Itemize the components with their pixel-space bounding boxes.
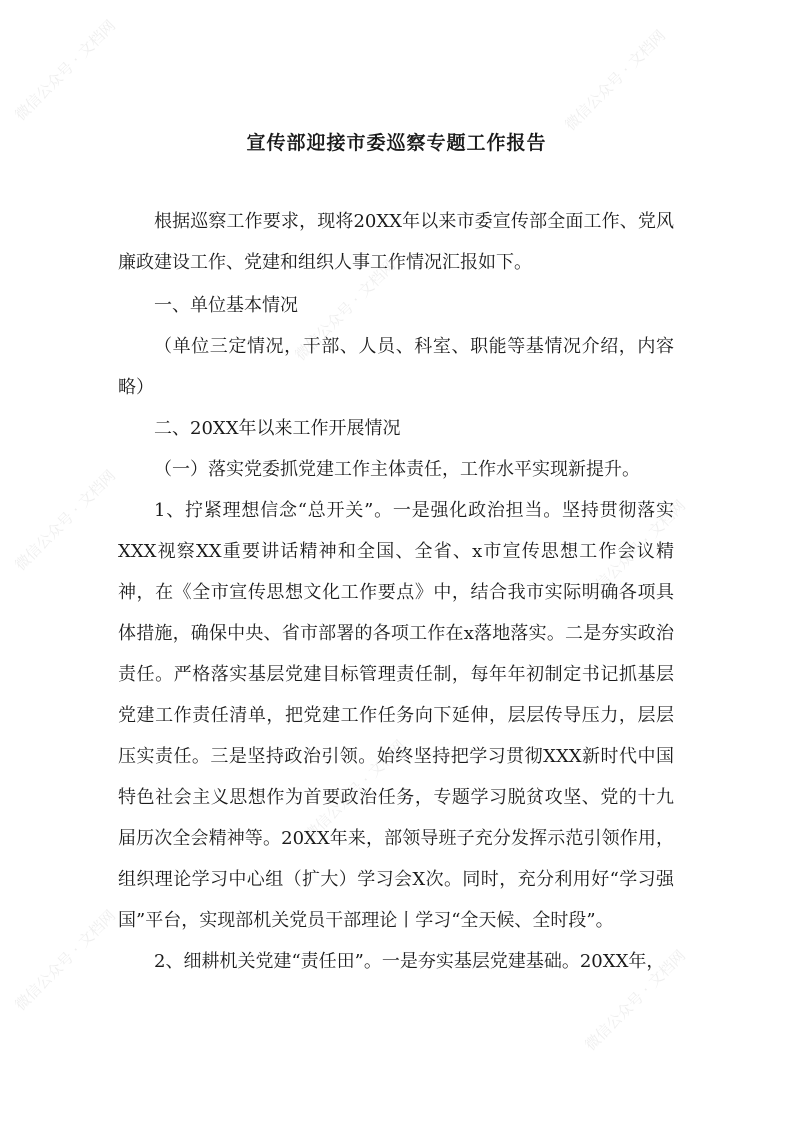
section-heading-2: 二、20XX年以来工作开展情况 <box>154 418 401 439</box>
watermark: 微信公众号 · 文档网 <box>11 466 120 575</box>
section-heading-1: 一、单位基本情况 <box>154 295 298 316</box>
watermark: 微信公众号 · 文档网 <box>291 256 400 365</box>
watermark: 微信公众号 · 文档网 <box>581 946 690 1055</box>
watermark: 微信公众号 · 文档网 <box>11 16 120 125</box>
watermark: 微信公众号 · 文档网 <box>561 26 670 135</box>
watermark: 微信公众号 · 文档网 <box>301 736 410 845</box>
watermark: 微信公众号 · 文档网 <box>581 496 690 605</box>
unit-info-paragraph: （单位三定情况，干部、人员、科室、职能等基情况介绍，内容略） <box>118 336 674 398</box>
subsection-heading-1: （一）落实党委抓党建工作主体责任，工作水平实现新提升。 <box>154 459 640 480</box>
watermark: 微信公众号 · 文档网 <box>11 906 120 1015</box>
intro-paragraph: 根据巡察工作要求，现将20XX年以来市委宣传部全面工作、党风廉政建设工作、党建和组织人事工作情况汇报如下。 <box>118 211 674 273</box>
item-1-paragraph: 1、拧紧理想信念“总开关”。一是强化政治担当。坚持贯彻落实XXX视察XX重要讲话精神和全国、全省、x市宣传思想工作会议精神，在《全市宣传思想文化工作要点》中，结合我市实际明确各项具体措施，确保中央、省市部署的各项工作在x落地落实。二是夯实政治责任。严格落实基层党建目标管理责任制，每年年初制定书记抓基层党建工作责任清单，把党建工作任务向下延伸，层层传导压力，层层压实责任。三是坚持政治引领。始终坚持把学习贯彻XXX新时代中国特色社会主义思想作为首要政治任务，专题学习脱贫攻坚、党的十九届历次全会精神等。20XX年来，部领导班子充分发挥示范引领作用，组织理论学习中心组（扩大）学习会X次。同时，充分利用好“学习强国”平台，实现部机关党员干部理论丨学习“全天候、全时段”。 <box>118 500 674 931</box>
document-title: 宣传部迎接市委巡察专题工作报告 <box>246 132 547 154</box>
item-2-paragraph: 2、细耕机关党建“责任田”。一是夯实基层党建基础。20XX年， <box>154 951 665 972</box>
document-body <box>118 201 674 982</box>
